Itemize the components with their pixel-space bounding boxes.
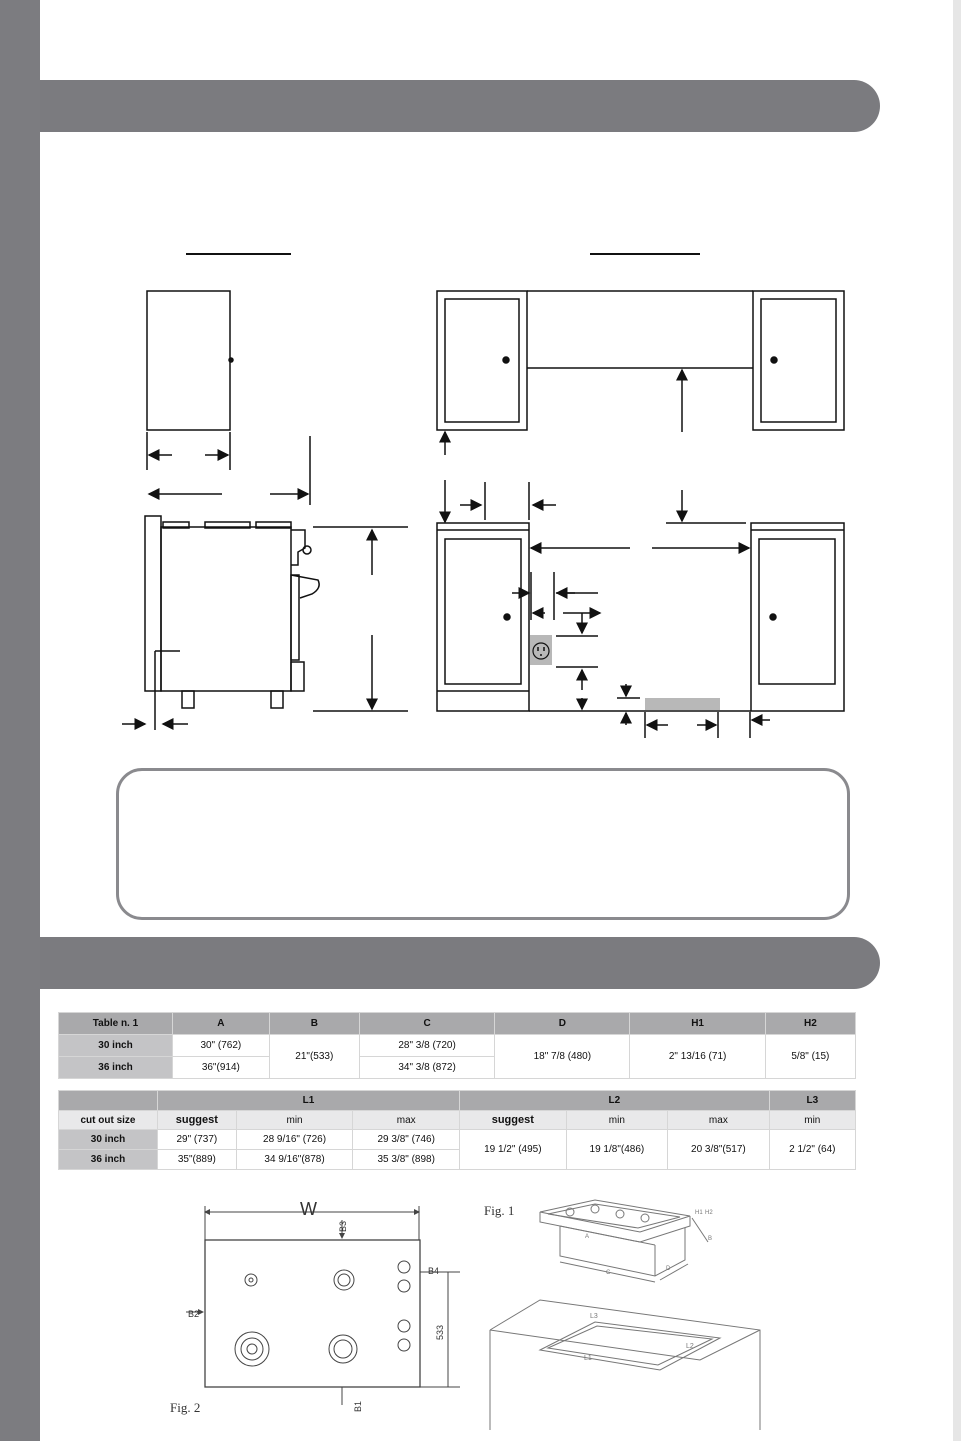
gas-supply-zone [645,698,720,710]
col-header-a: A [173,1013,270,1035]
cell-l2-max: 20 3/8"(517) [668,1130,770,1170]
cell-c-30: 28" 3/8 (720) [359,1035,494,1057]
col-header-h1: H1 [630,1013,765,1035]
fig1-d-label: D [666,1266,671,1272]
cell-d: 18" 7/8 (480) [495,1035,630,1079]
fig2-b4-label: B4 [428,1266,440,1276]
front-upper-cabinets [437,291,844,430]
fig1-l2-label: L2 [686,1343,694,1350]
sub-l2-max: max [668,1111,770,1130]
cell-l1-suggest-36: 35"(889) [158,1150,237,1170]
fig1-caption: Fig. 1 [484,1203,515,1218]
fig1-h1-label: H1 [695,1210,703,1216]
cooktop-figures [0,1190,961,1440]
sub-l3-min: min [769,1111,855,1130]
sub-l1-min: min [236,1111,353,1130]
fig2-b2-label: B2 [188,1309,200,1319]
cell-a-30: 30" (762) [173,1035,270,1057]
sub-l2-min: min [566,1111,668,1130]
cell-l1-max-36: 35 3/8" (898) [353,1150,460,1170]
cutout-table [58,1090,856,1170]
cell-l1-min-36: 34 9/16"(878) [236,1150,353,1170]
col-header-c: C [359,1013,494,1035]
fig1-cooktop-isometric [490,1200,760,1430]
fig2-caption: Fig. 2 [170,1400,201,1415]
cell-b: 21"(533) [269,1035,359,1079]
cell-l3-min: 2 1/2" (64) [769,1130,855,1170]
side-range-body [145,516,319,730]
cutout-corner [59,1091,158,1111]
fig2-width-label: W [300,1199,317,1219]
group-header-l1: L1 [158,1091,460,1111]
table-row [59,1130,856,1150]
cell-a-36: 36"(914) [173,1057,270,1079]
col-header-h2: H2 [765,1013,855,1035]
front-base-cabinets [437,523,844,711]
fig1-l3-label: L3 [590,1313,598,1320]
col-header-b: B [269,1013,359,1035]
dimensions-table [58,1012,856,1079]
fig1-b-label: B [708,1236,713,1242]
notice-box [116,768,850,920]
group-header-l3: L3 [769,1091,855,1111]
sub-l2-suggest: suggest [460,1111,567,1130]
fig2-b1-label: B1 [353,1400,363,1412]
fig1-c-label: C [606,1270,611,1276]
cell-h2: 5/8" (15) [765,1035,855,1079]
table-row [59,1035,856,1057]
col-header-d: D [495,1013,630,1035]
row-label-36: 36 inch [59,1057,173,1079]
cell-l1-suggest-30: 29" (737) [158,1130,237,1150]
side-upper-cabinet [147,291,233,430]
table-title: Table n. 1 [59,1013,173,1035]
fig1-a-label: A [585,1234,590,1240]
cutout-row-label-30: 30 inch [59,1130,158,1150]
cell-h1: 2" 13/16 (71) [630,1035,765,1079]
fig2-b3-label: B3 [338,1220,348,1232]
cell-l2-min: 19 1/8"(486) [566,1130,668,1170]
cell-c-36: 34" 3/8 (872) [359,1057,494,1079]
sub-l1-max: max [353,1111,460,1130]
cell-l1-max-30: 29 3/8" (746) [353,1130,460,1150]
row-label-30: 30 inch [59,1035,173,1057]
fig1-h2-label: H2 [705,1210,713,1216]
fig1-l1-label: L1 [584,1355,592,1362]
electrical-outlet [530,635,552,665]
cell-l1-min-30: 28 9/16" (726) [236,1130,353,1150]
fig2-cooktop-top-view [186,1206,460,1405]
sub-l1-suggest: suggest [158,1111,237,1130]
group-header-l2: L2 [460,1091,770,1111]
cutout-row-label-36: 36 inch [59,1150,158,1170]
cutout-size-label: cut out size [59,1111,158,1130]
fig2-depth-label: 533 [435,1324,445,1340]
section-header-band-2 [40,937,880,989]
cell-l2-suggest: 19 1/2" (495) [460,1130,567,1170]
